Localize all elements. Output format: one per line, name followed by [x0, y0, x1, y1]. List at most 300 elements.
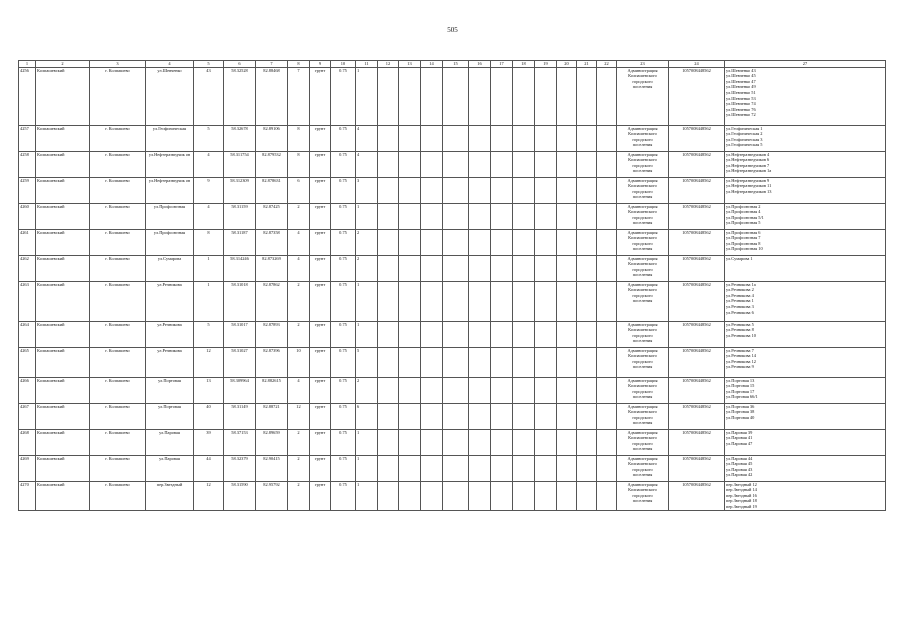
address-line: ул.Речникова 12	[726, 358, 756, 364]
empty-cell	[557, 281, 577, 321]
row-id: 4267	[19, 403, 36, 429]
addresses-cell	[725, 255, 886, 281]
latitude-cell: 58.31590	[224, 481, 256, 510]
col11-cell: 3	[356, 177, 378, 203]
district-cell: Колпашевский	[36, 177, 90, 203]
empty-cell	[491, 321, 513, 347]
empty-cell	[469, 151, 491, 177]
latitude-cell: 58.31159	[224, 203, 256, 229]
organization-line: городского	[632, 78, 653, 84]
empty-cell	[421, 229, 443, 255]
address-line: ул.Портовая 40	[726, 414, 755, 420]
address-line: ул.Профсоюзная 2	[726, 203, 761, 209]
organization-line: Администрация	[627, 151, 658, 157]
addresses-cell	[725, 481, 886, 510]
address-line: ул.Профсоюзная 5	[726, 220, 761, 226]
count-cell: 12	[194, 481, 224, 510]
empty-cell	[378, 321, 399, 347]
empty-cell	[378, 229, 399, 255]
empty-cell	[421, 151, 443, 177]
empty-cell	[399, 481, 421, 510]
empty-cell	[443, 67, 469, 125]
empty-cell	[469, 255, 491, 281]
empty-cell	[491, 255, 513, 281]
addresses-cell	[725, 403, 886, 429]
registry-table	[18, 60, 886, 511]
latitude-cell: 58.32379	[224, 455, 256, 481]
empty-cell	[421, 347, 443, 377]
address-line: ул.Паровая 42	[726, 472, 753, 478]
column-header: 12	[378, 61, 399, 68]
town-cell: г. Колпашево	[90, 151, 146, 177]
district-cell: Колпашевский	[36, 67, 90, 125]
empty-cell	[597, 281, 617, 321]
empty-cell	[557, 403, 577, 429]
organization-cell	[617, 377, 669, 403]
address-line: ул.Речникова 4	[726, 292, 754, 298]
table-row	[19, 229, 886, 255]
empty-cell	[597, 177, 617, 203]
col11-cell: 2	[356, 229, 378, 255]
town-cell: г. Колпашево	[90, 455, 146, 481]
empty-cell	[443, 429, 469, 455]
longitude-cell: 82.87396	[256, 347, 288, 377]
empty-cell	[597, 377, 617, 403]
row-id: 4269	[19, 455, 36, 481]
empty-cell	[443, 229, 469, 255]
column-header: 22	[597, 61, 617, 68]
town-cell: г. Колпашево	[90, 281, 146, 321]
count-cell: 1	[194, 255, 224, 281]
address-line: ул.Геофизическая 1	[726, 125, 763, 131]
empty-cell	[443, 125, 469, 151]
street-cell: ул.Портовая	[146, 377, 194, 403]
surface-cell: грунт	[310, 151, 331, 177]
ogrn-cell: 1057008448562	[669, 229, 725, 255]
empty-cell	[597, 403, 617, 429]
empty-cell	[469, 321, 491, 347]
organization-cell	[617, 67, 669, 125]
address-line: пер.Звездный 19	[726, 503, 757, 509]
empty-cell	[597, 347, 617, 377]
organization-line: городского	[632, 492, 653, 498]
empty-cell	[421, 255, 443, 281]
latitude-cell: 58.311754	[224, 151, 256, 177]
surface-cell: грунт	[310, 281, 331, 321]
empty-cell	[399, 203, 421, 229]
empty-cell	[577, 203, 597, 229]
empty-cell	[535, 177, 557, 203]
organization-cell	[617, 481, 669, 510]
address-line: ул.Портовая 66/1	[726, 394, 758, 400]
empty-cell	[577, 281, 597, 321]
longitude-cell: 82.87425	[256, 203, 288, 229]
empty-cell	[557, 481, 577, 510]
surface-cell: грунт	[310, 347, 331, 377]
col10-cell: 0.75	[331, 177, 356, 203]
col8-cell: 8	[288, 151, 310, 177]
address-line: ул.Портовая 36	[726, 403, 755, 409]
empty-cell	[443, 151, 469, 177]
empty-cell	[535, 429, 557, 455]
street-cell: ул.Профсоюзная	[146, 229, 194, 255]
empty-cell	[597, 255, 617, 281]
addresses-cell	[725, 125, 886, 151]
organization-line: Колпашевского	[628, 235, 657, 241]
column-header: 3	[90, 61, 146, 68]
col11-cell: 1	[356, 203, 378, 229]
column-header: 5	[194, 61, 224, 68]
empty-cell	[399, 229, 421, 255]
empty-cell	[535, 377, 557, 403]
latitude-cell: 58.314246	[224, 255, 256, 281]
count-cell: 8	[194, 229, 224, 255]
column-header: 23	[617, 61, 669, 68]
empty-cell	[535, 125, 557, 151]
surface-cell: грунт	[310, 481, 331, 510]
organization-cell	[617, 125, 669, 151]
address-line: ул.Шевченко 72	[726, 112, 756, 118]
address-line: ул.Профсоюзная 5/1	[726, 214, 764, 220]
empty-cell	[469, 203, 491, 229]
column-header: 24	[669, 61, 725, 68]
count-cell: 44	[194, 455, 224, 481]
empty-cell	[421, 67, 443, 125]
empty-cell	[491, 455, 513, 481]
organization-line: городского	[632, 440, 653, 446]
surface-cell: грунт	[310, 125, 331, 151]
organization-line: Администрация	[627, 229, 658, 235]
empty-cell	[469, 281, 491, 321]
organization-line: Колпашевского	[628, 157, 657, 163]
empty-cell	[421, 377, 443, 403]
ogrn-cell: 1057008448562	[669, 403, 725, 429]
organization-line: поселения	[632, 84, 653, 90]
addresses-cell	[725, 67, 886, 125]
col8-cell: 2	[288, 203, 310, 229]
surface-cell: грунт	[310, 403, 331, 429]
addresses-cell	[725, 151, 886, 177]
address-line: ул.Речникова 5	[726, 321, 754, 327]
table-row	[19, 347, 886, 377]
empty-cell	[535, 281, 557, 321]
empty-cell	[557, 177, 577, 203]
organization-line: городского	[632, 136, 653, 142]
town-cell: г. Колпашево	[90, 429, 146, 455]
empty-cell	[577, 481, 597, 510]
address-line: пер.Звездный 18	[726, 498, 757, 504]
empty-cell	[491, 177, 513, 203]
organization-cell	[617, 203, 669, 229]
latitude-cell: 58.31027	[224, 347, 256, 377]
col8-cell: 6	[288, 177, 310, 203]
empty-cell	[469, 67, 491, 125]
empty-cell	[399, 151, 421, 177]
longitude-cell: 82.95792	[256, 481, 288, 510]
empty-cell	[557, 151, 577, 177]
addresses-cell	[725, 377, 886, 403]
empty-cell	[378, 177, 399, 203]
district-cell: Колпашевский	[36, 347, 90, 377]
empty-cell	[378, 255, 399, 281]
row-id: 4261	[19, 229, 36, 255]
organization-line: Администрация	[627, 347, 658, 353]
empty-cell	[535, 203, 557, 229]
organization-line: городского	[632, 240, 653, 246]
district-cell: Колпашевский	[36, 403, 90, 429]
col10-cell: 0.75	[331, 229, 356, 255]
empty-cell	[469, 455, 491, 481]
table-row	[19, 281, 886, 321]
empty-cell	[513, 67, 535, 125]
organization-line: Администрация	[627, 321, 658, 327]
col8-cell: 4	[288, 255, 310, 281]
empty-cell	[513, 203, 535, 229]
organization-line: поселения	[632, 472, 653, 478]
street-cell: ул.Профсоюзная	[146, 203, 194, 229]
organization-line: поселения	[632, 394, 653, 400]
address-line: ул.Профсоюзная 6	[726, 229, 761, 235]
empty-cell	[443, 177, 469, 203]
empty-cell	[378, 377, 399, 403]
col8-cell: 10	[288, 347, 310, 377]
empty-cell	[469, 125, 491, 151]
empty-cell	[421, 481, 443, 510]
col11-cell: 4	[356, 125, 378, 151]
address-line: ул.Профсоюзная 7	[726, 235, 761, 241]
street-cell: ул.Портовая	[146, 403, 194, 429]
column-header: 13	[399, 61, 421, 68]
ogrn-cell: 1057008448562	[669, 177, 725, 203]
empty-cell	[443, 455, 469, 481]
empty-cell	[469, 377, 491, 403]
empty-cell	[535, 321, 557, 347]
address-line: ул.Нефтеразведчиков 9	[726, 177, 770, 183]
col8-cell: 2	[288, 481, 310, 510]
ogrn-cell: 1057008448562	[669, 281, 725, 321]
col10-cell: 0.75	[331, 429, 356, 455]
longitude-cell: 82.87358	[256, 229, 288, 255]
empty-cell	[577, 347, 597, 377]
address-line: ул.Портовая 17	[726, 388, 755, 394]
empty-cell	[399, 125, 421, 151]
empty-cell	[378, 125, 399, 151]
empty-cell	[491, 151, 513, 177]
empty-cell	[399, 281, 421, 321]
col11-cell: 1	[356, 321, 378, 347]
empty-cell	[577, 455, 597, 481]
empty-cell	[557, 203, 577, 229]
count-cell: 4	[194, 151, 224, 177]
address-line: ул.Геофизическая 5	[726, 142, 763, 148]
organization-line: Колпашевского	[628, 461, 657, 467]
address-line: ул.Нефтеразведчиков 6	[726, 157, 770, 163]
organization-line: поселения	[632, 338, 653, 344]
empty-cell	[577, 429, 597, 455]
address-line: пер.Звездный 12	[726, 481, 757, 487]
ogrn-cell: 1057008448562	[669, 377, 725, 403]
address-line: ул.Портовая 38	[726, 409, 755, 415]
organization-line: Колпашевского	[628, 131, 657, 137]
column-header: 7	[256, 61, 288, 68]
address-line: ул.Речникова 1	[726, 298, 754, 304]
column-header: 15	[443, 61, 469, 68]
empty-cell	[597, 151, 617, 177]
col8-cell: 2	[288, 455, 310, 481]
empty-cell	[421, 455, 443, 481]
empty-cell	[469, 177, 491, 203]
ogrn-cell: 1057008448562	[669, 203, 725, 229]
empty-cell	[535, 455, 557, 481]
street-cell: ул.Нефтеразведчик ов	[146, 151, 194, 177]
table-row	[19, 151, 886, 177]
longitude-cell: 82.87893	[256, 321, 288, 347]
address-line: ул.Речникова 1а	[726, 281, 756, 287]
organization-line: Администрация	[627, 281, 658, 287]
column-header: 4	[146, 61, 194, 68]
latitude-cell: 58.37153	[224, 429, 256, 455]
row-id: 4270	[19, 481, 36, 510]
organization-line: Администрация	[627, 177, 658, 183]
street-cell: ул.Речникова	[146, 321, 194, 347]
col8-cell: 7	[288, 67, 310, 125]
empty-cell	[443, 255, 469, 281]
address-line: ул.Речникова 8	[726, 327, 754, 333]
address-line: ул.Шевченко 43	[726, 67, 756, 73]
address-line: ул.Профсоюзная 4	[726, 209, 761, 215]
row-id: 4265	[19, 347, 36, 377]
address-line: ул.Шевченко 53	[726, 95, 756, 101]
surface-cell: грунт	[310, 177, 331, 203]
table-row	[19, 481, 886, 510]
street-cell: ул.Сумарова	[146, 255, 194, 281]
empty-cell	[557, 255, 577, 281]
empty-cell	[378, 151, 399, 177]
latitude-cell: 58.309964	[224, 377, 256, 403]
town-cell: г. Колпашево	[90, 403, 146, 429]
ogrn-cell: 1057008448562	[669, 321, 725, 347]
address-line: ул.Шевченко 51	[726, 89, 756, 95]
empty-cell	[557, 377, 577, 403]
empty-cell	[577, 177, 597, 203]
table-row	[19, 177, 886, 203]
district-cell: Колпашевский	[36, 481, 90, 510]
district-cell: Колпашевский	[36, 125, 90, 151]
town-cell: г. Колпашево	[90, 377, 146, 403]
row-id: 4256	[19, 67, 36, 125]
empty-cell	[399, 321, 421, 347]
organization-line: Колпашевского	[628, 287, 657, 293]
longitude-cell: 82.87862	[256, 281, 288, 321]
surface-cell: грунт	[310, 229, 331, 255]
addresses-cell	[725, 321, 886, 347]
ogrn-cell: 1057008448562	[669, 151, 725, 177]
empty-cell	[421, 177, 443, 203]
empty-cell	[378, 203, 399, 229]
count-cell: 1	[194, 281, 224, 321]
organization-line: Администрация	[627, 203, 658, 209]
empty-cell	[443, 377, 469, 403]
count-cell: 39	[194, 429, 224, 455]
organization-line: поселения	[632, 498, 653, 504]
surface-cell: грунт	[310, 321, 331, 347]
col8-cell: 2	[288, 281, 310, 321]
organization-line: Администрация	[627, 255, 658, 261]
empty-cell	[399, 67, 421, 125]
organization-line: Колпашевского	[628, 327, 657, 333]
col11-cell: 1	[356, 455, 378, 481]
organization-line: городского	[632, 292, 653, 298]
organization-line: Администрация	[627, 125, 658, 131]
organization-line: поселения	[632, 220, 653, 226]
district-cell: Колпашевский	[36, 203, 90, 229]
longitude-cell: 82.882615	[256, 377, 288, 403]
col11-cell: 6	[356, 403, 378, 429]
table-row	[19, 429, 886, 455]
column-header: 27	[725, 61, 886, 68]
column-header: 20	[557, 61, 577, 68]
address-line: ул.Нефтеразведчиков 4	[726, 151, 770, 157]
empty-cell	[557, 67, 577, 125]
count-cell: 13	[194, 377, 224, 403]
empty-cell	[597, 429, 617, 455]
longitude-cell: 82.89106	[256, 125, 288, 151]
address-line: ул.Профсоюзная 8	[726, 240, 761, 246]
empty-cell	[378, 281, 399, 321]
addresses-cell	[725, 229, 886, 255]
longitude-cell: 82.873269	[256, 255, 288, 281]
district-cell: Колпашевский	[36, 377, 90, 403]
row-id: 4262	[19, 255, 36, 281]
address-line: ул.Речникова 14	[726, 353, 756, 359]
address-line: ул.Шевченко 74	[726, 101, 756, 107]
ogrn-cell: 1057008448562	[669, 255, 725, 281]
district-cell: Колпашевский	[36, 281, 90, 321]
longitude-cell: 82.88468	[256, 67, 288, 125]
address-line: ул.Речникова 2	[726, 287, 754, 293]
empty-cell	[399, 455, 421, 481]
empty-cell	[513, 151, 535, 177]
empty-cell	[577, 125, 597, 151]
count-cell: 5	[194, 321, 224, 347]
empty-cell	[557, 455, 577, 481]
organization-cell	[617, 429, 669, 455]
surface-cell: грунт	[310, 203, 331, 229]
addresses-cell	[725, 203, 886, 229]
empty-cell	[513, 177, 535, 203]
row-id: 4258	[19, 151, 36, 177]
address-line: ул.Геофизическая 3	[726, 136, 763, 142]
empty-cell	[513, 125, 535, 151]
empty-cell	[597, 481, 617, 510]
longitude-cell: 82.88721	[256, 403, 288, 429]
latitude-cell: 58.31187	[224, 229, 256, 255]
empty-cell	[421, 281, 443, 321]
empty-cell	[399, 347, 421, 377]
organization-line: поселения	[632, 168, 653, 174]
organization-line: городского	[632, 388, 653, 394]
empty-cell	[491, 203, 513, 229]
table-row	[19, 67, 886, 125]
longitude-cell: 82.879532	[256, 151, 288, 177]
organization-cell	[617, 229, 669, 255]
organization-line: Колпашевского	[628, 73, 657, 79]
empty-cell	[557, 347, 577, 377]
col10-cell: 0.75	[331, 377, 356, 403]
latitude-cell: 58.31018	[224, 281, 256, 321]
col11-cell: 2	[356, 377, 378, 403]
empty-cell	[535, 151, 557, 177]
